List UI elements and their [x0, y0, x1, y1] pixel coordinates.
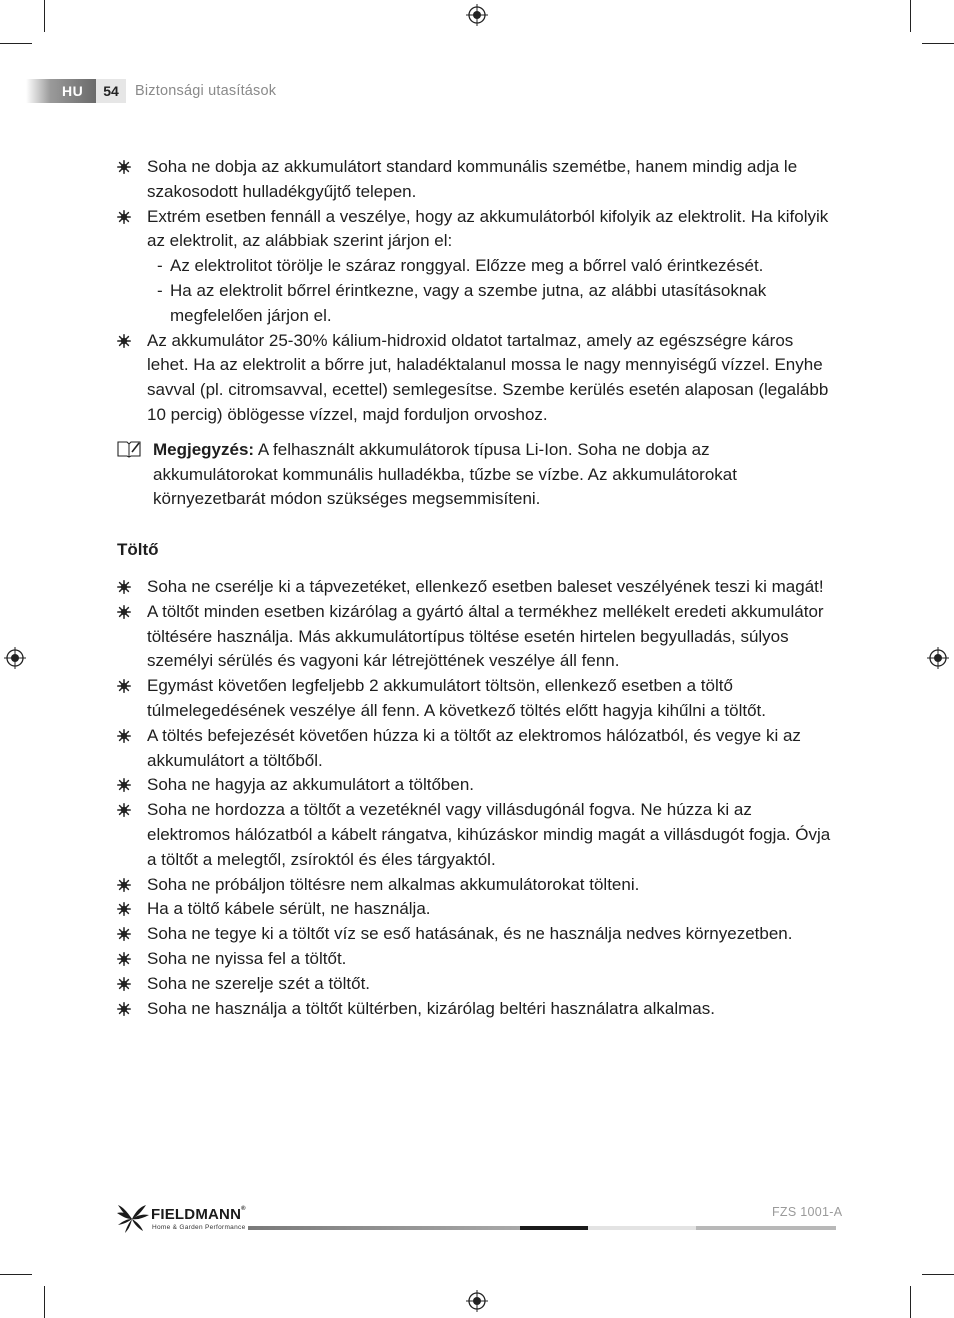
- note-text: A felhasznált akkumulátorok típusa Li-Ion. Soha ne dobja az akkumulátorokat kommunális hulladékba, tűzbe se vízbe. Az akkumulátorokat környezetbarát módon szükséges megsemmisíteni.: [153, 439, 737, 509]
- footer-line: [248, 1226, 520, 1230]
- list-item: [117, 897, 832, 922]
- list-item-text: Soha ne hagyja az akkumulátort a töltőben.: [147, 775, 474, 795]
- crop-mark: [922, 43, 954, 44]
- list-item: [117, 873, 832, 898]
- registration-mark-icon: [466, 4, 488, 26]
- model-code: FZS 1001-A: [772, 1205, 843, 1219]
- list-item: [117, 997, 832, 1022]
- registration-mark-icon: [466, 1290, 488, 1312]
- page-content: [117, 155, 832, 1021]
- crop-mark: [0, 43, 32, 44]
- bullet-icon: [117, 210, 131, 224]
- bullet-icon: [117, 729, 131, 743]
- list-item: [117, 798, 832, 872]
- note-box: [117, 438, 832, 512]
- brand-name: FIELDMANN: [151, 1206, 242, 1223]
- list-item: [117, 600, 832, 674]
- section-title: Töltő: [117, 540, 159, 560]
- bullet-icon: [117, 902, 131, 916]
- brand-logo: [116, 1203, 246, 1237]
- list-item-text: Ha a töltő kábele sérült, ne használja.: [147, 899, 431, 919]
- sub-list: [147, 254, 832, 328]
- sub-list-item: - Az elektrolitot törölje le száraz ronggyal. Előzze meg a bőrrel való érintkezését.: [157, 256, 764, 276]
- crop-mark: [910, 0, 911, 32]
- bullet-icon: [117, 160, 131, 174]
- registered-mark: ®: [241, 1206, 246, 1212]
- list-item: [117, 947, 832, 972]
- crop-mark: [44, 1286, 45, 1318]
- bullet-icon: [117, 1002, 131, 1016]
- list-item-text: Soha ne dobja az akkumulátort standard kommunális szemétbe, hanem mindig adja le szakosodott hulladékgyűjtő telepen.: [147, 157, 798, 201]
- crop-mark: [922, 1274, 954, 1275]
- header-bar: [26, 79, 96, 103]
- bullet-icon: [117, 580, 131, 594]
- sub-list-item-text: Az elektrolitot törölje le száraz ronggyal. Előzze meg a bőrrel való érintkezését.: [170, 256, 764, 276]
- footer-line: [520, 1226, 588, 1230]
- bullet-icon: [117, 927, 131, 941]
- registration-mark-icon: [4, 647, 26, 669]
- bullet-icon: [117, 679, 131, 693]
- crop-mark: [910, 1286, 911, 1318]
- bullet-icon: [117, 334, 131, 348]
- bullet-icon: [117, 977, 131, 991]
- charger-list: [117, 575, 832, 1021]
- bullet-icon: [117, 605, 131, 619]
- list-item-text: Extrém esetben fennáll a veszélye, hogy az akkumulátorból kifolyik az elektrolit. Ha kifolyik az elektrolit, az alábbiak szerint járjon el:: [147, 206, 829, 251]
- list-item-text: Soha ne nyissa fel a töltőt.: [147, 948, 347, 968]
- list-item: [117, 724, 832, 774]
- list-item-text: Soha ne próbáljon töltésre nem alkalmas akkumulátorokat tölteni.: [147, 874, 640, 894]
- page-title: Biztonsági utasítások: [135, 83, 277, 99]
- registration-mark-icon: [927, 647, 949, 669]
- note-label: Megjegyzés:: [153, 439, 255, 459]
- sub-list-item-text: Ha az elektrolit bőrrel érintkezne, vagy a szembe jutna, az alábbi utasításoknak megfelelően járjon el.: [170, 280, 767, 325]
- brand-tagline: Home & Garden Performance: [152, 1224, 246, 1231]
- list-item: [117, 329, 832, 428]
- sub-list-item: - Ha az elektrolit bőrrel érintkezne, vagy a szembe jutna, az alábbi utasításoknak megfelelően járjon el.: [157, 280, 767, 325]
- battery-list: [117, 155, 832, 428]
- list-item: [117, 205, 832, 329]
- bullet-icon: [117, 878, 131, 892]
- list-item: [117, 972, 832, 997]
- list-item: [117, 773, 832, 798]
- bullet-icon: [117, 803, 131, 817]
- crop-mark: [44, 0, 45, 32]
- list-item-text: Soha ne tegye ki a töltőt víz se eső hatásának, és ne használja nedves környezetben.: [147, 924, 793, 944]
- list-item: [117, 674, 832, 724]
- list-item: [117, 922, 832, 947]
- list-item-text: A töltés befejezését követően húzza ki a töltőt az elektromos hálózatból, és vegye ki az akkumulátort a töltőből.: [147, 725, 801, 770]
- list-item-text: Az akkumulátor 25-30% kálium-hidroxid oldatot tartalmaz, amely az egészségre káros lehet. Ha az elektrolit a bőrre jut, haladéktalanul mossa le nagy mennyiségű vízzel. Enyhe savval (pl. citromsavval, ecettel) semlegesítse. Szembe kerülés esetén alaposan (legalább 10 percig) öblögesse vízzel, majd forduljon orvoshoz.: [147, 330, 829, 424]
- list-item-text: Soha ne szerelje szét a töltőt.: [147, 973, 371, 993]
- bullet-icon: [117, 952, 131, 966]
- list-item-text: Egymást követően legfeljebb 2 akkumulátort töltsön, ellenkező esetben a töltő túlmelegedésének veszélye áll fenn. A következő töltés előtt hagyja kihűlni a töltőt.: [147, 676, 766, 720]
- bullet-icon: [117, 778, 131, 792]
- language-code: HU: [62, 83, 84, 99]
- crop-mark: [0, 1274, 32, 1275]
- list-item-text: Soha ne cserélje ki a tápvezetéket, ellenkező esetben baleset veszélyének teszi ki magát!: [147, 576, 824, 596]
- list-item: [117, 155, 832, 205]
- list-item-text: A töltőt minden esetben kizárólag a gyártó által a termékhez mellékelt eredeti akkumulátor töltésére használja. Más akkumulátortípus töltése esetén hirtelen begyulladás, súlyos személyi sérülés és vagyoni kár létrejöttének veszélye áll fenn.: [147, 601, 824, 671]
- page-number: 54: [96, 79, 126, 103]
- list-item: [117, 575, 832, 600]
- footer-line: [696, 1226, 836, 1230]
- leaf-logo-icon: [116, 1203, 150, 1235]
- list-item-text: Soha ne hordozza a töltőt a vezetéknél vagy villásdugónál fogva. Ne húzza ki az elektromos hálózatból a kábelt rángatva, kihúzáskor mindig magát a villásdugót fogja. Óvja a töltőt a melegtől, zsíroktól és éles tárgyaktól.: [147, 800, 831, 869]
- footer-line: [588, 1226, 696, 1230]
- list-item-text: Soha ne használja a töltőt kültérben, kizárólag beltéri használatra alkalmas.: [147, 998, 715, 1018]
- note-book-icon: [117, 440, 141, 458]
